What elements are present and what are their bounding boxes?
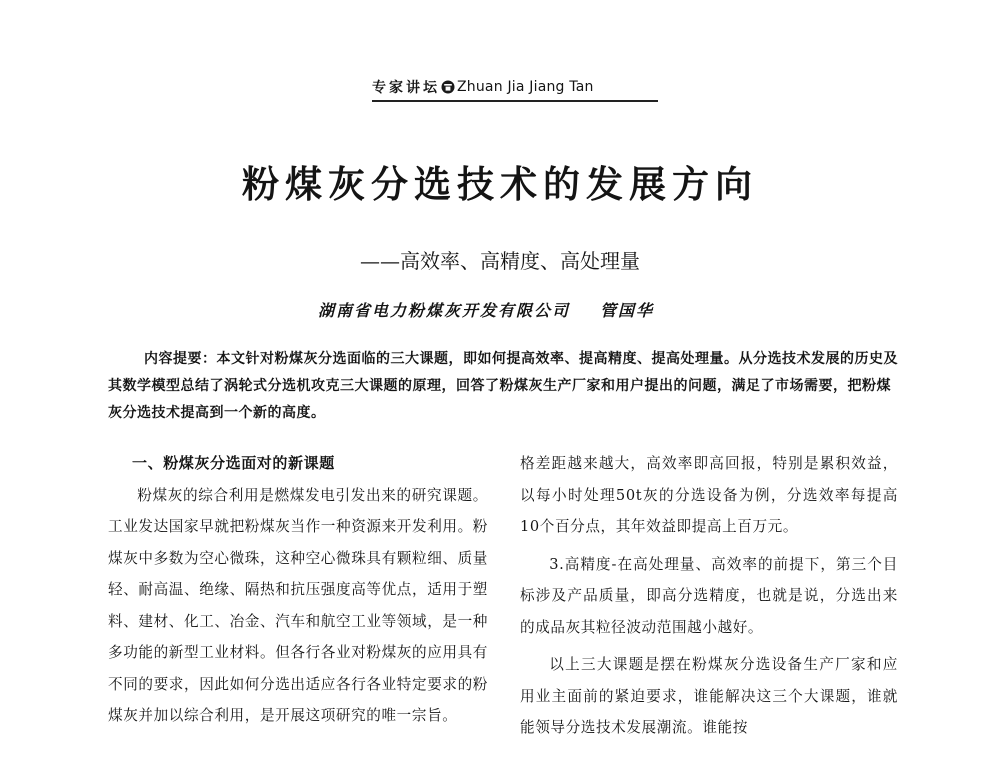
- body-paragraph: 以上三大课题是摆在粉煤灰分选设备生产厂家和应用业主面前的紧迫要求，谁能解决这三个大课题，谁就能领导分选技术发展潮流。谁能按: [520, 656, 898, 736]
- author-name: 管国华: [600, 301, 655, 320]
- journal-column-header: [372, 74, 658, 102]
- abstract: [108, 346, 898, 427]
- article-title: 粉煤灰分选技术的发展方向: [242, 163, 758, 206]
- body-paragraph-continued: 格差距越来越大，高效率即高回报，特别是累积效益，以每小时处理50t灰的分选设备为例，分选效率每提高10个百分点，其年效益即提高上百万元。: [520, 455, 898, 535]
- body-column-right: [520, 448, 898, 744]
- body-paragraph: 3.高精度-在高处理量、高效率的前提下，第三个目标涉及产品质量，即高分选精度，也就是说，分选出来的成品灰其粒径波动范围越小越好。: [520, 555, 898, 636]
- abstract-text: 本文针对粉煤灰分选面临的三大课题，即如何提高效率、提高精度、提高处理量。从分选技术发展的历史及其数学模型总结了涡轮式分选机攻克三大课题的原理，回答了粉煤灰生产厂家和用户提出的问题，满足了市场需要，把粉煤灰分选技术提高到一个新的高度。: [108, 351, 898, 421]
- body-paragraph: 粉煤灰的综合利用是燃煤发电引发出来的研究课题。工业发达国家早就把粉煤灰当作一种资源来开发利用。粉煤灰中多数为空心微珠，这种空心微珠具有颗粒细、质量轻、耐高温、绝缘、隔热和抗压强度高等优点，适用于塑料、建材、化工、冶金、汽车和航空工业等领域，是一种多功能的新型工业材料。但各行各业对粉煤灰的应用具有不同的要求，因此如何分选出适应各行各业特定要求的粉煤灰并加以综合利用，是开展这项研究的唯一宗旨。: [108, 486, 488, 724]
- author-affiliation: 湖南省电力粉煤灰开发有限公司: [318, 301, 571, 320]
- section-heading-1: 一、粉煤灰分选面对的新课题: [132, 454, 335, 472]
- column-name-pinyin: Zhuan Jia Jiang Tan: [457, 79, 594, 95]
- podium-emblem-icon: [441, 80, 455, 94]
- body-column-left: [108, 448, 488, 732]
- article-subtitle: ——高效率、高精度、高处理量: [360, 249, 640, 273]
- byline: [318, 298, 654, 321]
- abstract-label: 内容提要：: [144, 351, 217, 367]
- column-name-chinese: 专家讲坛: [372, 80, 440, 96]
